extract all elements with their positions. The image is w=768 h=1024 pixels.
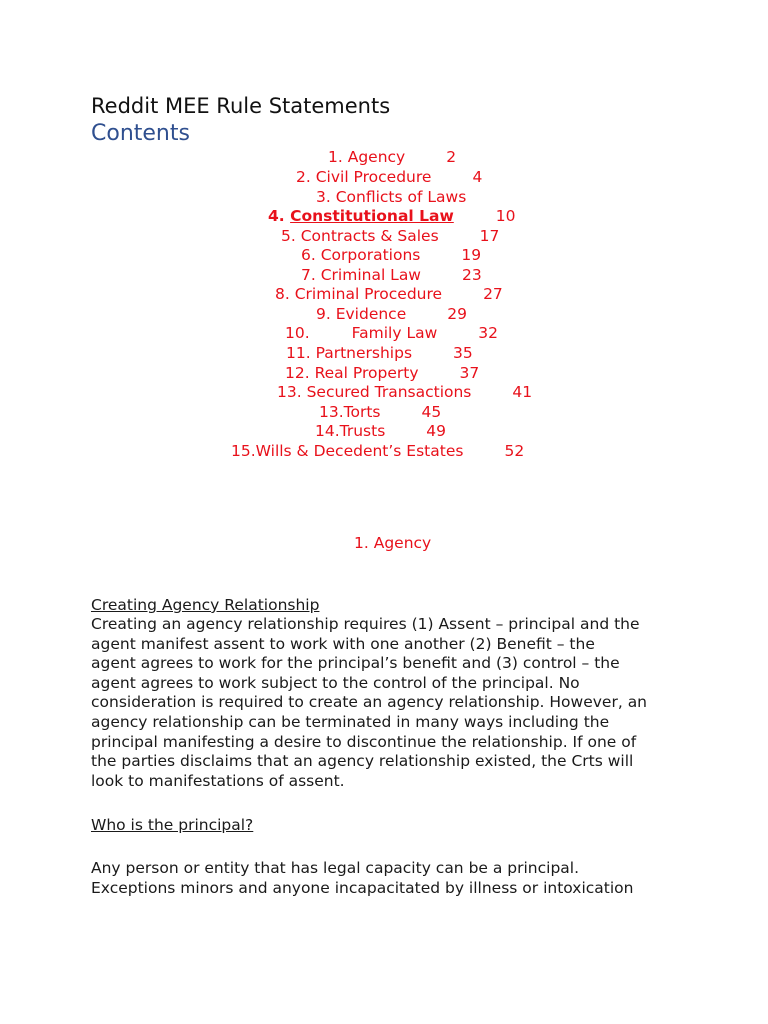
toc-page-number: 27 xyxy=(483,285,503,303)
toc-page-number: 4 xyxy=(472,168,483,186)
toc-item-label: 7. Criminal Law xyxy=(301,266,421,284)
toc-page-number: 19 xyxy=(461,246,482,264)
toc-item-label: 6. Corporations xyxy=(301,246,421,264)
toc-item-number: 10. xyxy=(285,324,310,342)
toc-item-label: Family Law xyxy=(351,324,438,342)
toc-item-label: 8. Criminal Procedure xyxy=(275,285,443,303)
toc-page-number: 45 xyxy=(421,403,442,421)
toc-page-number: 37 xyxy=(459,364,480,382)
paragraph-who-is-principal xyxy=(91,859,691,898)
toc-item-label: 13. Secured Transactions xyxy=(277,383,472,401)
toc-item-label: 2. Civil Procedure xyxy=(296,168,432,186)
toc-item-label: 1. Agency xyxy=(328,148,406,166)
toc-item-conflicts-of-laws[interactable] xyxy=(316,187,466,207)
toc-page-number: 10 xyxy=(495,207,516,225)
toc-item-evidence[interactable] xyxy=(316,304,467,324)
toc-item-constitutional-law[interactable] xyxy=(268,206,516,226)
paragraph-line: principal manifesting a desire to discontinue the relationship. If one of xyxy=(91,732,637,751)
toc-item-label: Constitutional Law xyxy=(290,207,454,225)
paragraph-line: Any person or entity that has legal capacity can be a principal. xyxy=(91,859,580,877)
toc-item-wills-decedents-estates[interactable] xyxy=(231,441,524,461)
toc-item-agency[interactable] xyxy=(328,147,456,167)
toc-item-partnerships[interactable] xyxy=(286,343,473,363)
toc-page-number: 2 xyxy=(446,148,457,166)
toc-item-label: 12. Real Property xyxy=(285,364,419,382)
toc-item-label: 14.Trusts xyxy=(315,422,386,440)
toc-page-number: 23 xyxy=(462,266,482,284)
toc-item-label: 5. Contracts & Sales xyxy=(281,227,439,245)
paragraph-line: agent agrees to work subject to the control of the principal. No xyxy=(91,673,580,692)
toc-item-corporations[interactable] xyxy=(301,245,481,265)
subheading-creating-agency-relationship: Creating Agency Relationship xyxy=(91,596,320,614)
toc-page-number: 52 xyxy=(504,442,525,460)
toc-page-number: 49 xyxy=(426,422,446,440)
toc-item-criminal-procedure[interactable] xyxy=(275,284,503,304)
toc-page-number: 29 xyxy=(447,305,467,323)
paragraph-line: Creating an agency relationship requires (1) Assent – principal and the xyxy=(91,615,640,633)
section-heading-agency: 1. Agency xyxy=(354,534,432,552)
paragraph-line: the parties disclaims that an agency relationship existed, the Crts will xyxy=(91,752,634,771)
toc-item-real-property[interactable] xyxy=(285,363,479,383)
paragraph-line: agent agrees to work for the principal’s benefit and (3) control – the xyxy=(91,654,620,673)
toc-item-label: 11. Partnerships xyxy=(286,344,413,362)
toc-item-trusts[interactable] xyxy=(315,421,446,441)
toc-item-label: 9. Evidence xyxy=(316,305,407,323)
paragraph-line: Exceptions minors and anyone incapacitated by illness or intoxication xyxy=(91,878,634,897)
subheading-who-is-the-principal: Who is the principal? xyxy=(91,816,254,834)
paragraph-line: agent manifest assent to work with one another (2) Benefit – the xyxy=(91,634,595,653)
toc-page-number: 41 xyxy=(512,383,533,401)
paragraph-line: agency relationship can be terminated in many ways including the xyxy=(91,712,610,731)
toc-item-torts[interactable] xyxy=(319,402,441,422)
toc-item-family-law[interactable] xyxy=(285,323,498,343)
toc-page-number: 32 xyxy=(478,324,499,342)
paragraph-creating-agency xyxy=(91,615,691,791)
toc-item-civil-procedure[interactable] xyxy=(296,167,482,187)
paragraph-line: consideration is required to create an agency relationship. However, an xyxy=(91,693,648,712)
toc-item-secured-transactions[interactable] xyxy=(277,382,532,402)
toc-item-label: 15.Wills & Decedent’s Estates xyxy=(231,442,464,460)
toc-item-number: 4. xyxy=(268,207,285,225)
toc-item-contracts-sales[interactable] xyxy=(281,226,499,246)
paragraph-line: look to manifestations of assent. xyxy=(91,771,345,790)
toc-page-number: 17 xyxy=(479,227,500,245)
contents-heading: Contents xyxy=(91,121,190,146)
toc-item-label: 13.Torts xyxy=(319,403,381,421)
toc-item-label: 3. Conflicts of Laws xyxy=(316,188,467,206)
toc-item-criminal-law[interactable] xyxy=(301,265,482,285)
document-title: Reddit MEE Rule Statements xyxy=(91,94,391,118)
toc-page-number: 35 xyxy=(453,344,473,362)
